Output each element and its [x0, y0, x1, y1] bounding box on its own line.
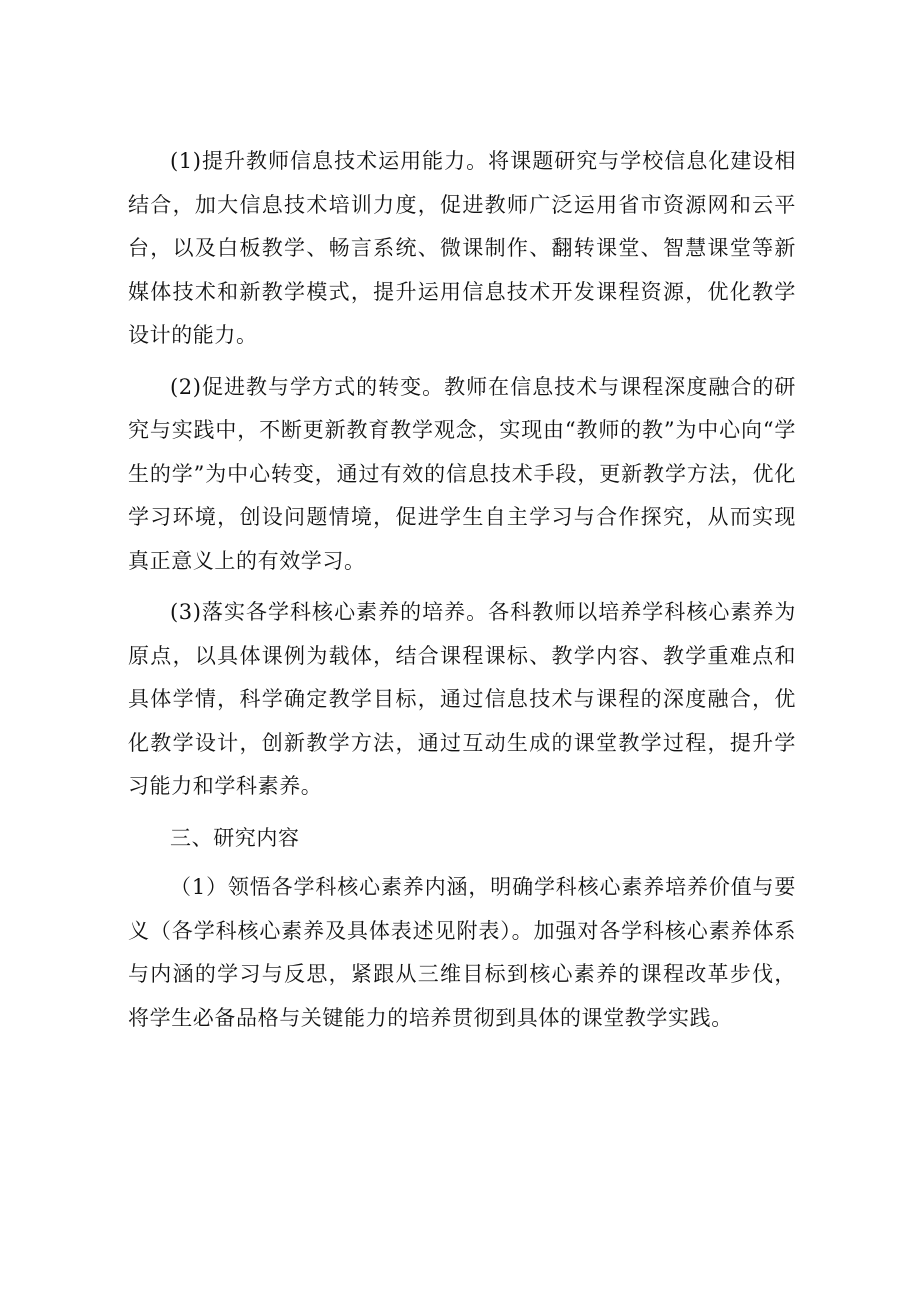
document-body: [128, 140, 796, 1048]
paragraph-teaching-mode-change: (2)促进教与学方式的转变。教师在信息技术与课程深度融合的研究与实践中，不断更新教育教学观念，实现由“教师的教”为中心向“学生的学”为中心转变，通过有效的信息技术手段，更新教学方法，优化学习环境，创设问题情境，促进学生自主学习与合作探究，从而实现真正意义上的有效学习。: [128, 374, 796, 573]
paragraph-core-literacy: (3)落实各学科核心素养的培养。各科教师以培养学科核心素养为原点，以具体课例为载体，结合课程课标、教学内容、教学重难点和具体学情，科学确定教学目标，通过信息技术与课程的深度融合，优化教学设计，创新教学方法，通过互动生成的课堂教学过程，提升学习能力和学科素养。: [128, 600, 796, 798]
paragraph-research-content-1: （1）领悟各学科核心素养内涵，明确学科核心素养培养价值与要义（各学科核心素养及具体表述见附表）。加强对各学科核心素养体系与内涵的学习与反思，紧跟从三维目标到核心素养的课程改革步伐，将学生必备品格与关键能力的培养贯彻到具体的课堂教学实践。: [128, 875, 796, 1030]
section-heading-research-content: 三、研究内容: [170, 825, 300, 850]
paragraph-teacher-it-ability: (1)提升教师信息技术运用能力。将课题研究与学校信息化建设相结合，加大信息技术培训力度，促进教师广泛运用省市资源网和云平台，以及白板教学、畅言系统、微课制作、翻转课堂、智慧课堂等新媒体技术和新教学模式，提升运用信息技术开发课程资源，优化教学设计的能力。: [128, 149, 796, 347]
